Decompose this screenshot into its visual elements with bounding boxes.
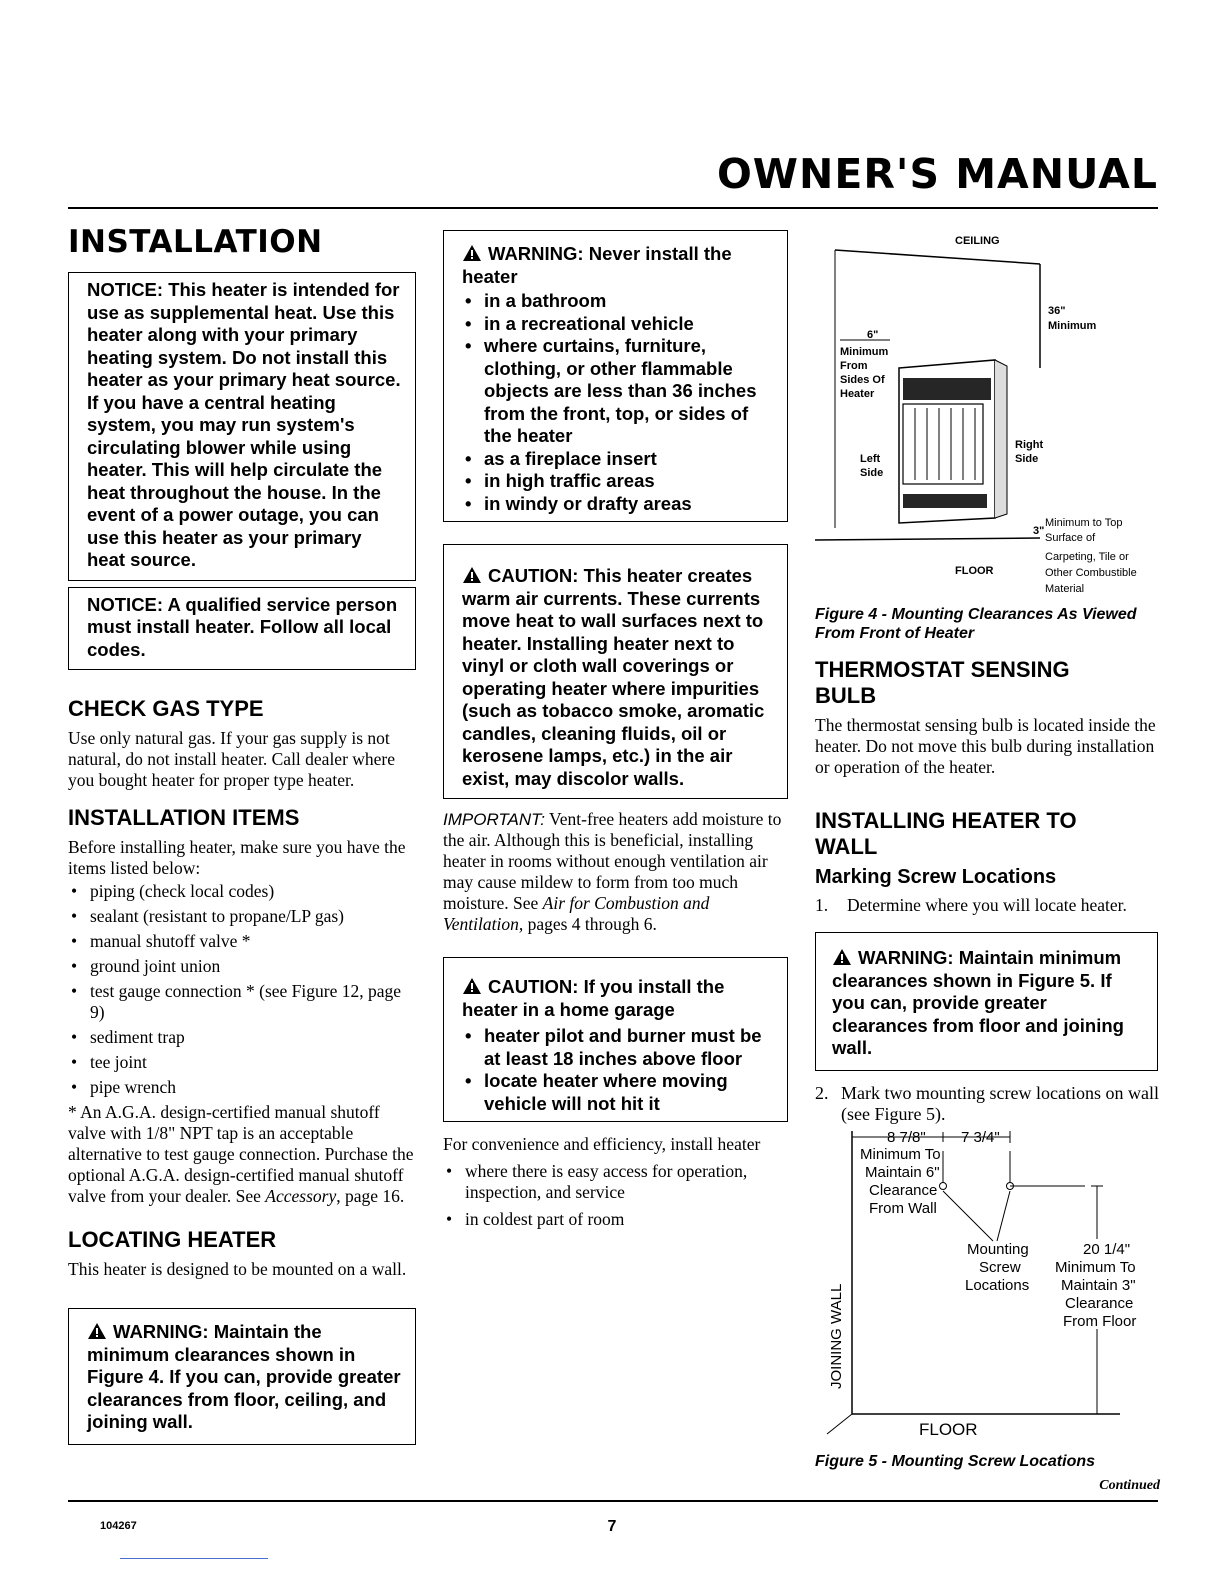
warning-triangle-icon — [462, 977, 482, 995]
warning-minimum-clearances — [68, 1308, 416, 1445]
accessory-reference: Accessory — [265, 1186, 337, 1206]
warning-label: WARNING: Never install the heater — [462, 243, 732, 287]
screw-location-label: Mounting — [967, 1240, 1029, 1258]
column-middle — [443, 230, 788, 1230]
ceiling-label: CEILING — [955, 235, 1000, 247]
caution-text: This heater creates warm air currents. These currents move heat to wall surfaces next to heater. Installing heater next to vinyl or cloth wall coverings or operating heater where impurities (such as tobacco smoke, aromatic candles, cleaning fluids, oil or kerosene lamps, etc.) in the air exist, may discolor walls. — [462, 565, 765, 789]
list-item: • heater pilot and burner must be at least 18 inches above floor — [462, 1025, 775, 1070]
step-number: 1. — [815, 895, 829, 915]
thermostat-heading: THERMOSTAT SENSING BULB — [815, 657, 1070, 708]
list-item: • tee joint — [68, 1052, 418, 1073]
installation-items-intro: Before installing heater, make sure you have the items listed below: — [68, 837, 406, 878]
marking-screw-heading: Marking Screw Locations — [815, 866, 1057, 888]
important-moisture-note — [443, 809, 788, 935]
shutoff-valve-footnote — [68, 1102, 418, 1207]
list-item: • sediment trap — [68, 1027, 418, 1048]
warning-triangle-icon — [832, 948, 852, 966]
list-item: • piping (check local codes) — [68, 881, 418, 902]
page-number: 7 — [607, 1518, 617, 1535]
floor-label: FLOOR — [919, 1419, 978, 1439]
height-dimension: 20 1/4" — [1083, 1240, 1131, 1258]
convenience-list — [443, 1161, 788, 1230]
bottom-clearance-label: Other Combustible — [1045, 567, 1137, 579]
list-item: • where there is easy access for operation, inspection, and service — [443, 1161, 788, 1203]
important-label: IMPORTANT: — [443, 810, 545, 829]
list-item: • in windy or drafty areas — [462, 493, 775, 516]
bottom-clearance-label: Surface of — [1045, 532, 1096, 544]
step-number: 2. — [815, 1082, 829, 1103]
step-1-text: Determine where you will locate heater. — [847, 895, 1127, 915]
side-clearance-label: Heater — [840, 388, 875, 400]
list-item: • in a recreational vehicle — [462, 313, 775, 336]
important-text: Vent-free heaters add moisture to the air. Although this is beneficial, installing heater in rooms without enough ventilation air may cause mildew to form from too much moisture. See — [443, 809, 782, 913]
notice-qualified-person — [68, 587, 416, 671]
list-item: • locate heater where moving vehicle will not hit it — [462, 1070, 775, 1115]
bottom-clearance-label: Material — [1045, 583, 1085, 595]
warning-never-install — [443, 230, 788, 522]
list-item: • sealant (resistant to propane/LP gas) — [68, 906, 418, 927]
list-item: • in coldest part of room — [443, 1209, 788, 1230]
garage-caution-list — [462, 1025, 775, 1115]
floor-label: FLOOR — [955, 565, 994, 577]
dimension-right: 7 3/4" — [961, 1128, 1000, 1146]
right-side-label: Side — [1015, 453, 1039, 465]
locating-heater-heading: LOCATING HEATER — [68, 1227, 277, 1252]
caution-text: If you install the heater in a home garage — [462, 976, 725, 1020]
installation-items-list — [68, 881, 418, 1098]
check-gas-text: Use only natural gas. If your gas supply is not natural, do not install heater. Call dealer where you bought heater for proper type heater. — [68, 728, 396, 790]
bottom-clearance-label: Carpeting, Tile or — [1045, 551, 1129, 563]
left-side-label: Left — [860, 453, 881, 465]
air-combustion-reference: Air for Combustion and Ventilation, — [443, 893, 710, 934]
notice-text: NOTICE: This heater is intended for use as supplemental heat. Use this heater along with your primary heating system. Do not install this heater as your primary heat source. If you have a central heating system, you may run system's circulating blower while using heater. This will help circulate the heat throughout the house. In the event of a power outage, you can use this heater as your primary heat source. — [87, 279, 401, 570]
footnote-text-end: , page 16. — [336, 1186, 405, 1206]
floor-clearance-label: From Floor — [1063, 1312, 1137, 1330]
top-clearance-value: 36" — [1048, 305, 1066, 317]
warning-minimum-clearances-fig5 — [815, 932, 1158, 1071]
figure-4-mounting-clearances — [815, 228, 1165, 598]
caution-label: CAUTION: — [488, 565, 579, 586]
column-left — [68, 220, 418, 1445]
important-text-end: pages 4 through 6. — [523, 914, 657, 934]
wall-clearance-label: Clearance — [869, 1181, 938, 1199]
list-item: • where curtains, furniture, clothing, or other flammable objects are less than 36 inches from the front, top, or sides of the heater — [462, 335, 775, 448]
bottom-clearance-label: Minimum to Top — [1045, 517, 1123, 529]
figure-4-caption: Figure 4 - Mounting Clearances As Viewed From Front of Heater — [815, 606, 1137, 642]
link-underline — [120, 1558, 268, 1559]
floor-clearance-label: Minimum To — [1055, 1258, 1136, 1276]
list-item: • test gauge connection * (see Figure 12, page 9) — [68, 981, 418, 1023]
floor-clearance-label: Maintain 3" — [1061, 1276, 1136, 1294]
heater-illustration — [899, 360, 1007, 523]
list-item: • pipe wrench — [68, 1077, 418, 1098]
list-item: • ground joint union — [68, 956, 418, 977]
check-gas-heading: CHECK GAS TYPE — [68, 696, 264, 721]
document-code: 104267 — [100, 1520, 137, 1532]
list-item: • manual shutoff valve * — [68, 931, 418, 952]
thermostat-text: The thermostat sensing bulb is located inside the heater. Do not move this bulb during installation or operation of the heater. — [815, 715, 1156, 777]
left-side-label: Side — [860, 467, 884, 479]
convenience-intro: For convenience and efficiency, install heater — [443, 1134, 761, 1154]
right-side-label: Right — [1015, 439, 1044, 451]
step-2 — [815, 1083, 1160, 1125]
caution-home-garage — [443, 957, 788, 1122]
warning-label: WARNING: — [858, 947, 954, 968]
wall-clearance-label: From Wall — [869, 1199, 937, 1217]
side-clearance-label: From — [840, 360, 868, 372]
warning-triangle-icon — [462, 244, 482, 262]
side-clearance-label: Minimum — [840, 346, 889, 358]
list-item: • in a bathroom — [462, 290, 775, 313]
notice-text: NOTICE: A qualified service person must install heater. Follow all local codes. — [87, 593, 398, 660]
side-clearance-label: Sides Of — [840, 374, 885, 386]
step-1 — [815, 895, 1160, 916]
never-install-list — [462, 290, 775, 515]
caution-label: CAUTION: — [488, 976, 579, 997]
notice-supplemental-heat — [68, 272, 416, 581]
warning-text: Maintain the minimum clearances shown in Figure 4. If you can, provide greater clearances from floor, ceiling, and joining wall. — [87, 1321, 401, 1432]
dimension-left: 8 7/8" — [887, 1128, 926, 1146]
joining-wall-label: JOINING WALL — [828, 1283, 845, 1389]
top-clearance-label: Minimum — [1048, 320, 1097, 332]
screw-location-label: Locations — [965, 1276, 1030, 1294]
continued-label: Continued — [1099, 1478, 1160, 1493]
figure-5-caption: Figure 5 - Mounting Screw Locations — [815, 1452, 1096, 1470]
list-item: • as a fireplace insert — [462, 448, 775, 471]
figure-5-mounting-screw-locations — [815, 1129, 1160, 1449]
step-2-text: Mark two mounting screw locations on wall (see Figure 5). — [841, 1082, 1159, 1124]
footnote-text: * An A.G.A. design-certified manual shutoff valve with 1/8" NPT tap is an acceptable alternative to test gauge connection. Purchase the optional A.G.A. design-certified manual shutoff valve from your dealer. See — [68, 1102, 414, 1206]
manual-title: OWNER'S MANUAL — [716, 150, 1158, 198]
installing-heater-heading: INSTALLING HEATER TO WALL — [815, 808, 1077, 859]
wall-clearance-label: Minimum To — [860, 1145, 941, 1163]
warning-triangle-icon — [462, 566, 482, 584]
floor-clearance-label: Clearance — [1065, 1294, 1134, 1312]
column-right — [815, 228, 1160, 1471]
warning-label: WARNING: — [113, 1321, 209, 1342]
installation-title: INSTALLATION — [68, 224, 323, 260]
footer-rule — [68, 1500, 1158, 1502]
caution-warm-air — [443, 544, 788, 799]
warning-triangle-icon — [87, 1322, 107, 1340]
screw-location-label: Screw — [979, 1258, 1021, 1276]
bottom-clearance-value: 3" — [1033, 525, 1045, 537]
side-clearance-value: 6" — [867, 329, 879, 341]
warning-text: Maintain minimum clearances shown in Figure 5. If you can, provide greater clearances from floor and joining wall. — [832, 947, 1124, 1058]
screw-location-left — [940, 1182, 947, 1189]
locating-heater-text: This heater is designed to be mounted on a wall. — [68, 1259, 407, 1279]
header-rule — [68, 207, 1158, 209]
installation-items-heading: INSTALLATION ITEMS — [68, 805, 300, 830]
wall-clearance-label: Maintain 6" — [865, 1163, 940, 1181]
list-item: • in high traffic areas — [462, 470, 775, 493]
